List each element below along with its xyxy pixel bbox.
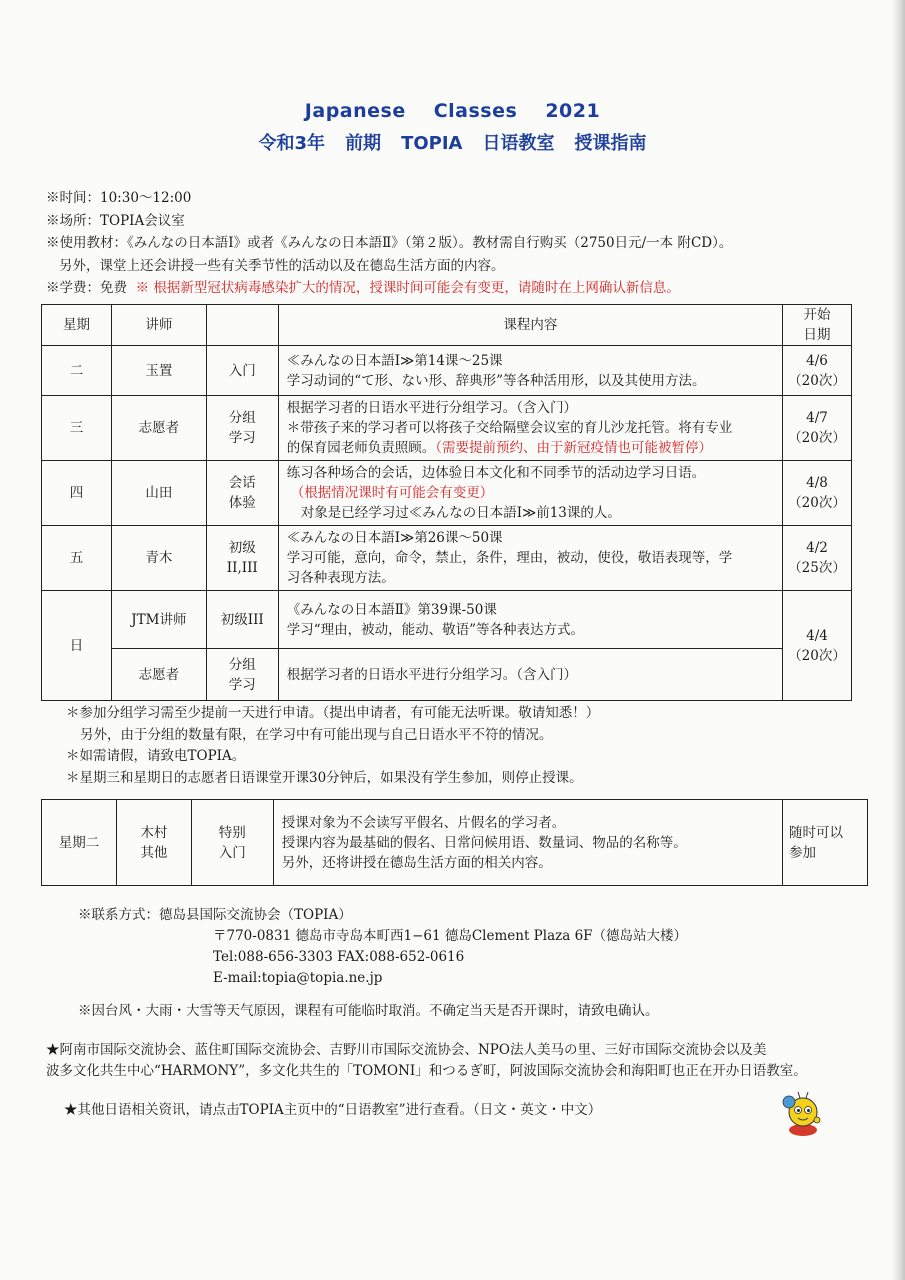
header-day: 星期	[42, 305, 112, 346]
notes: ＊参加分组学习需至少提前一天进行申请。（提出申请者，有可能无法听课。敬请知悉！） 另外，由于分组的数量有限，在学习中有可能出现与自己日语水平不符的情况。 ＊如需请假，请致电TOPIA。 ＊星期三和星期日的志愿者日语课堂开课30分钟后，如果没有学生参加，则停止授课。	[66, 705, 600, 786]
class-info	[46, 187, 876, 300]
table-row: 志愿者 分组 学习 根据学习者的日语水平进行分组学习。（含入门）	[42, 649, 852, 701]
info-time: ※时间：10:30～12:00	[46, 190, 192, 206]
contact-address: 〒770-0831 德岛市寺岛本町西1−61 德岛Clement Plaza 6F（德岛站大楼）	[213, 928, 688, 944]
table-row: 日 JTM讲师 初级III 《みんなの日本語Ⅱ》第39课-50课 学习“理由，被动，能动、敬语”等各种表达方式。 4/4 （20次）	[42, 591, 852, 649]
contact-phone: Tel:088-656-3303 FAX:088-652-0616	[213, 949, 465, 965]
mascot-icon	[780, 1090, 826, 1138]
header-content: 课程内容	[278, 305, 782, 346]
schedule-table	[41, 304, 852, 701]
table-row: 四 山田 会话 体验 练习各种场合的会话，边体验日本文化和不同季节的活动边学习日语。 （根据情况课时有可能会有变更） 对象是已经学习过≪みんなの日本語Ⅰ≫前13课的人。 4/8 （20次）	[42, 461, 852, 526]
table-row: 星期二 木村 其他 特别 入门 授课对象为不会读写平假名、片假名的学习者。 授课内容为最基础的假名、日常问候用语、数量词、物品的名称等。 另外，还将讲授在德岛生活方面的相关内容。 随时可以 参加	[42, 800, 868, 886]
title-english: Japanese Classes 2021	[304, 100, 601, 122]
table-row: 二 玉置 入门 ≪みんなの日本語Ⅰ≫第14课～25课 学习动词的“て形、ない形、辞典形”等各种活用形，以及其使用方法。 4/6 （20次）	[42, 346, 852, 396]
contact-info	[78, 905, 687, 989]
info-place: ※场所：TOPIA会议室	[46, 212, 185, 229]
title-chinese: 令和3年 前期 TOPIA 日语教室 授课指南	[258, 133, 647, 154]
fee-notice: ※ 根据新型冠状病毒感染扩大的情况，授课时间可能会有变更，请随时在上网确认新信息。	[135, 280, 680, 296]
warning-text: （需要提前预约、由于新冠疫情也可能被暂停）	[435, 440, 712, 456]
info-fee: ※学费：免费 ※ 根据新型冠状病毒感染扩大的情况，授课时间可能会有变更，请随时在上网确认新信息。	[46, 280, 680, 296]
table-row: 三 志愿者 分组 学习 根据学习者的日语水平进行分组学习。（含入门） ＊带孩子来的学习者可以将孩子交给隔壁会议室的育儿沙龙托管。将有专业 的保育园老师负责照顾。（需要提前预约、由于新冠疫情也可能被暂停） 4/7 （20次）	[42, 396, 852, 461]
special-class-table	[41, 799, 868, 886]
info-textbook: ※使用教材：《みんなの日本語Ⅰ》或者《みんなの日本語Ⅱ》（第２版）。教材需自行购买（2750日元/一本 附CD）。	[46, 235, 733, 251]
header-teacher: 讲师	[111, 305, 206, 346]
warning-text: （根据情况课时有可能会有变更）	[290, 485, 494, 501]
header-start-date: 开始 日期	[783, 305, 852, 346]
info-extra: 另外，课堂上还会讲授一些有关季节性的活动以及在德岛生活方面的内容。	[59, 257, 505, 274]
table-row: 五 青木 初级 II,III ≪みんなの日本語Ⅰ≫第26课～50课 学习可能，意向，命令，禁止，条件，理由，被动，使役，敬语表现等，学 习各种表现方法。 4/2 （25次）	[42, 526, 852, 591]
page-edge-shadow	[891, 0, 905, 1280]
more-info: ★其他日语相关资讯，请点击TOPIA主页中的“日语教室”进行查看。（日文・英文・中文）	[64, 1102, 602, 1118]
contact-email[interactable]: E-mail:topia@topia.ne.jp	[213, 970, 383, 986]
contact-label: ※联系方式：德岛县国际交流协会（TOPIA）	[78, 907, 352, 923]
other-classes: ★阿南市国际交流协会、蓝住町国际交流协会、吉野川市国际交流协会、NPO法人美马の里、三好市国际交流协会以及美 波多文化共生中心“HARMONY”，多文化共生的「TOMONI」和つるぎ町，阿波国际交流协会和海阳町也正在开办日语教室。	[46, 1042, 807, 1079]
table-header-row	[42, 305, 852, 346]
weather-notice: ※因台风・大雨・大雪等天气原因，课程有可能临时取消。不确定当天是否开课时，请致电确认。	[78, 1003, 659, 1019]
